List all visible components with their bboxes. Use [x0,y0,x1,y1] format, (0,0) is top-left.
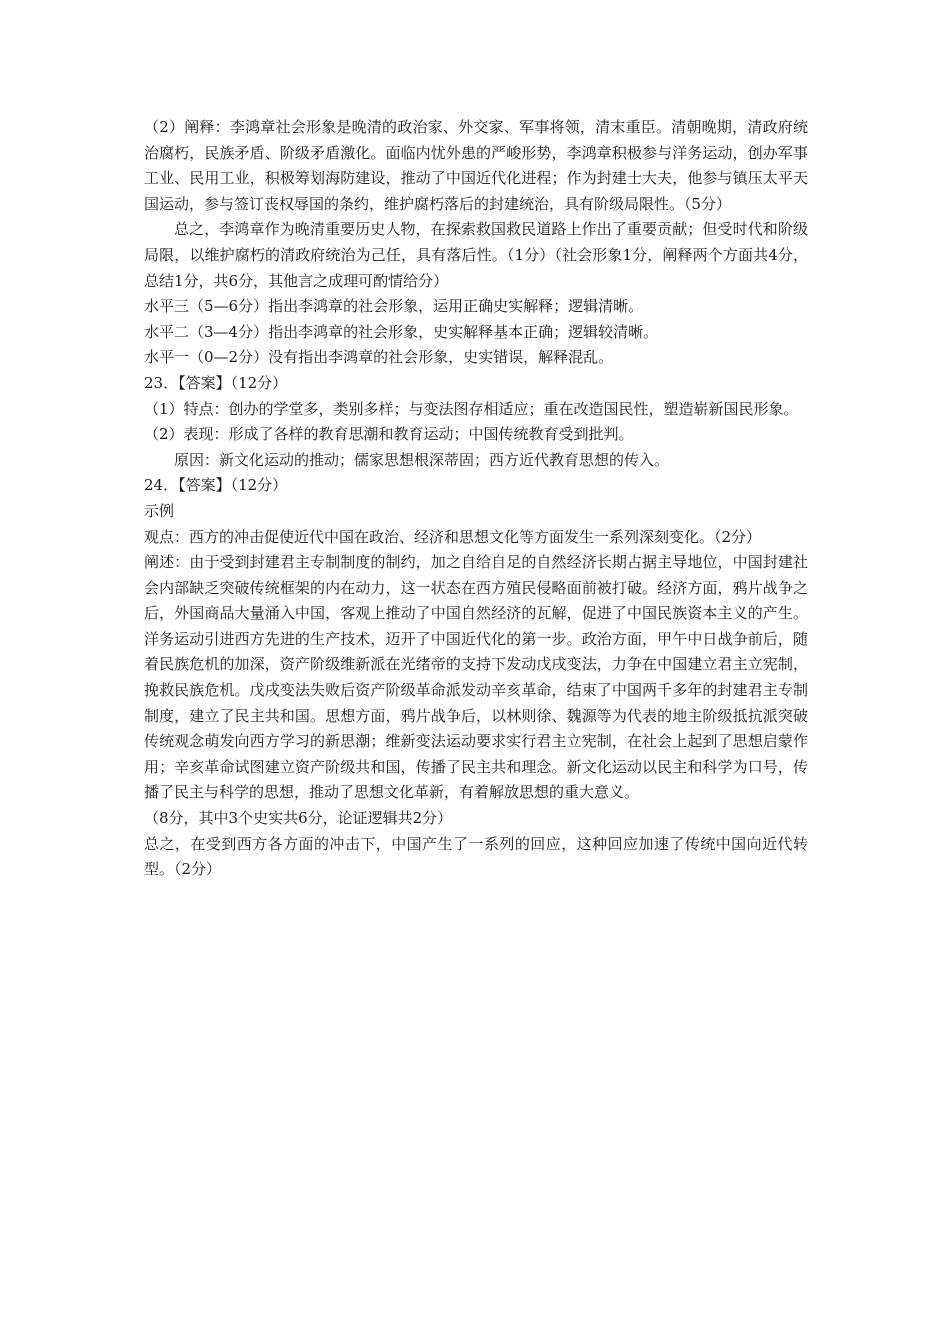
q23-heading: 23．【答案】（12分） [144,373,288,392]
q24-scoring-note: （8分，其中3个史实共6分，论证逻辑共2分） [144,809,453,828]
q22-summary: 总之，李鸿章作为晚清重要历史人物，在探索救国救民道路上作出了重要贡献；但受时代和阶级局限，以维护腐朽的清政府统治为己任，具有落后性。（1分）（社会形象1分，阐释两个方面共4分，总结1分，共6分，其他言之成理可酌情给分） [144,220,808,290]
q24-summary: 总之，在受到西方各方面的冲击下，中国产生了一系列的回应，这种回应加速了传统中国向近代转型。（2分） [144,834,808,879]
q22-level2: 水平二（3—4分）指出李鸿章的社会形象，史实解释基本正确；逻辑较清晰。 [144,322,659,341]
q23-part2: （2）表现：形成了各样的教育思潮和教育运动；中国传统教育受到批判。 [144,425,634,444]
q24-viewpoint: 观点：西方的冲击促使近代中国在政治、经济和思想文化等方面发生一系列深刻变化。（2分） [144,527,762,546]
q23-part1: （1）特点：创办的学堂多，类别多样；与变法图存相适应；重在改造国民性，塑造崭新国民形象。 [144,399,799,418]
q22-level3: 水平三（5—6分）指出李鸿章的社会形象，运用正确史实解释；逻辑清晰。 [144,297,644,316]
q23-reason: 原因：新文化运动的推动；儒家思想根深蒂固；西方近代教育思想的传入。 [174,450,670,469]
q22-part2-explanation: （2）阐释：李鸿章社会形象是晚清的政治家、外交家、军事将领，清末重臣。清朝晚期，清政府统治腐朽，民族矛盾、阶级矛盾激化。面临内忧外患的严峻形势，李鸿章积极参与洋务运动，创办军事工业、民用工业，积极筹划海防建设，推动了中国近代化进程；作为封建士大夫，他参与镇压太平天国运动，参与签订丧权辱国的条约，维护腐朽落后的封建统治，具有阶级局限性。（5分） [144,118,808,213]
q22-level1: 水平一（0—2分）没有指出李鸿章的社会形象，史实错误，解释混乱。 [144,348,614,367]
answer-document [144,115,808,883]
q24-heading: 24．【答案】（12分） [144,476,288,495]
q24-example-label: 示例 [144,501,175,520]
q24-elaboration: 阐述：由于受到封建君主专制制度的制约，加之自给自足的自然经济长期占据主导地位，中国封建社会内部缺乏突破传统框架的内在动力，这一状态在西方殖民侵略面前被打破。经济方面，鸦片战争之后，外国商品大量涌入中国，客观上推动了中国自然经济的瓦解，促进了中国民族资本主义的产生。洋务运动引进西方先进的生产技术，迈开了中国近代化的第一步。政治方面，甲午中日战争前后，随着民族危机的加深，资产阶级维新派在光绪帝的支持下发动戊戌变法，力争在中国建立君主立宪制，挽救民族危机。戊戌变法失败后资产阶级革命派发动辛亥革命，结束了中国两千多年的封建君主专制制度，建立了民主共和国。思想方面，鸦片战争后，以林则徐、魏源等为代表的地主阶级抵抗派突破传统观念萌发向西方学习的新思潮；维新变法运动要求实行君主立宪制，在社会上起到了思想启蒙作用；辛亥革命试图建立资产阶级共和国，传播了民主共和理念。新文化运动以民主和科学为口号，传播了民主与科学的思想，推动了思想文化革新，有着解放思想的重大意义。 [144,553,808,802]
